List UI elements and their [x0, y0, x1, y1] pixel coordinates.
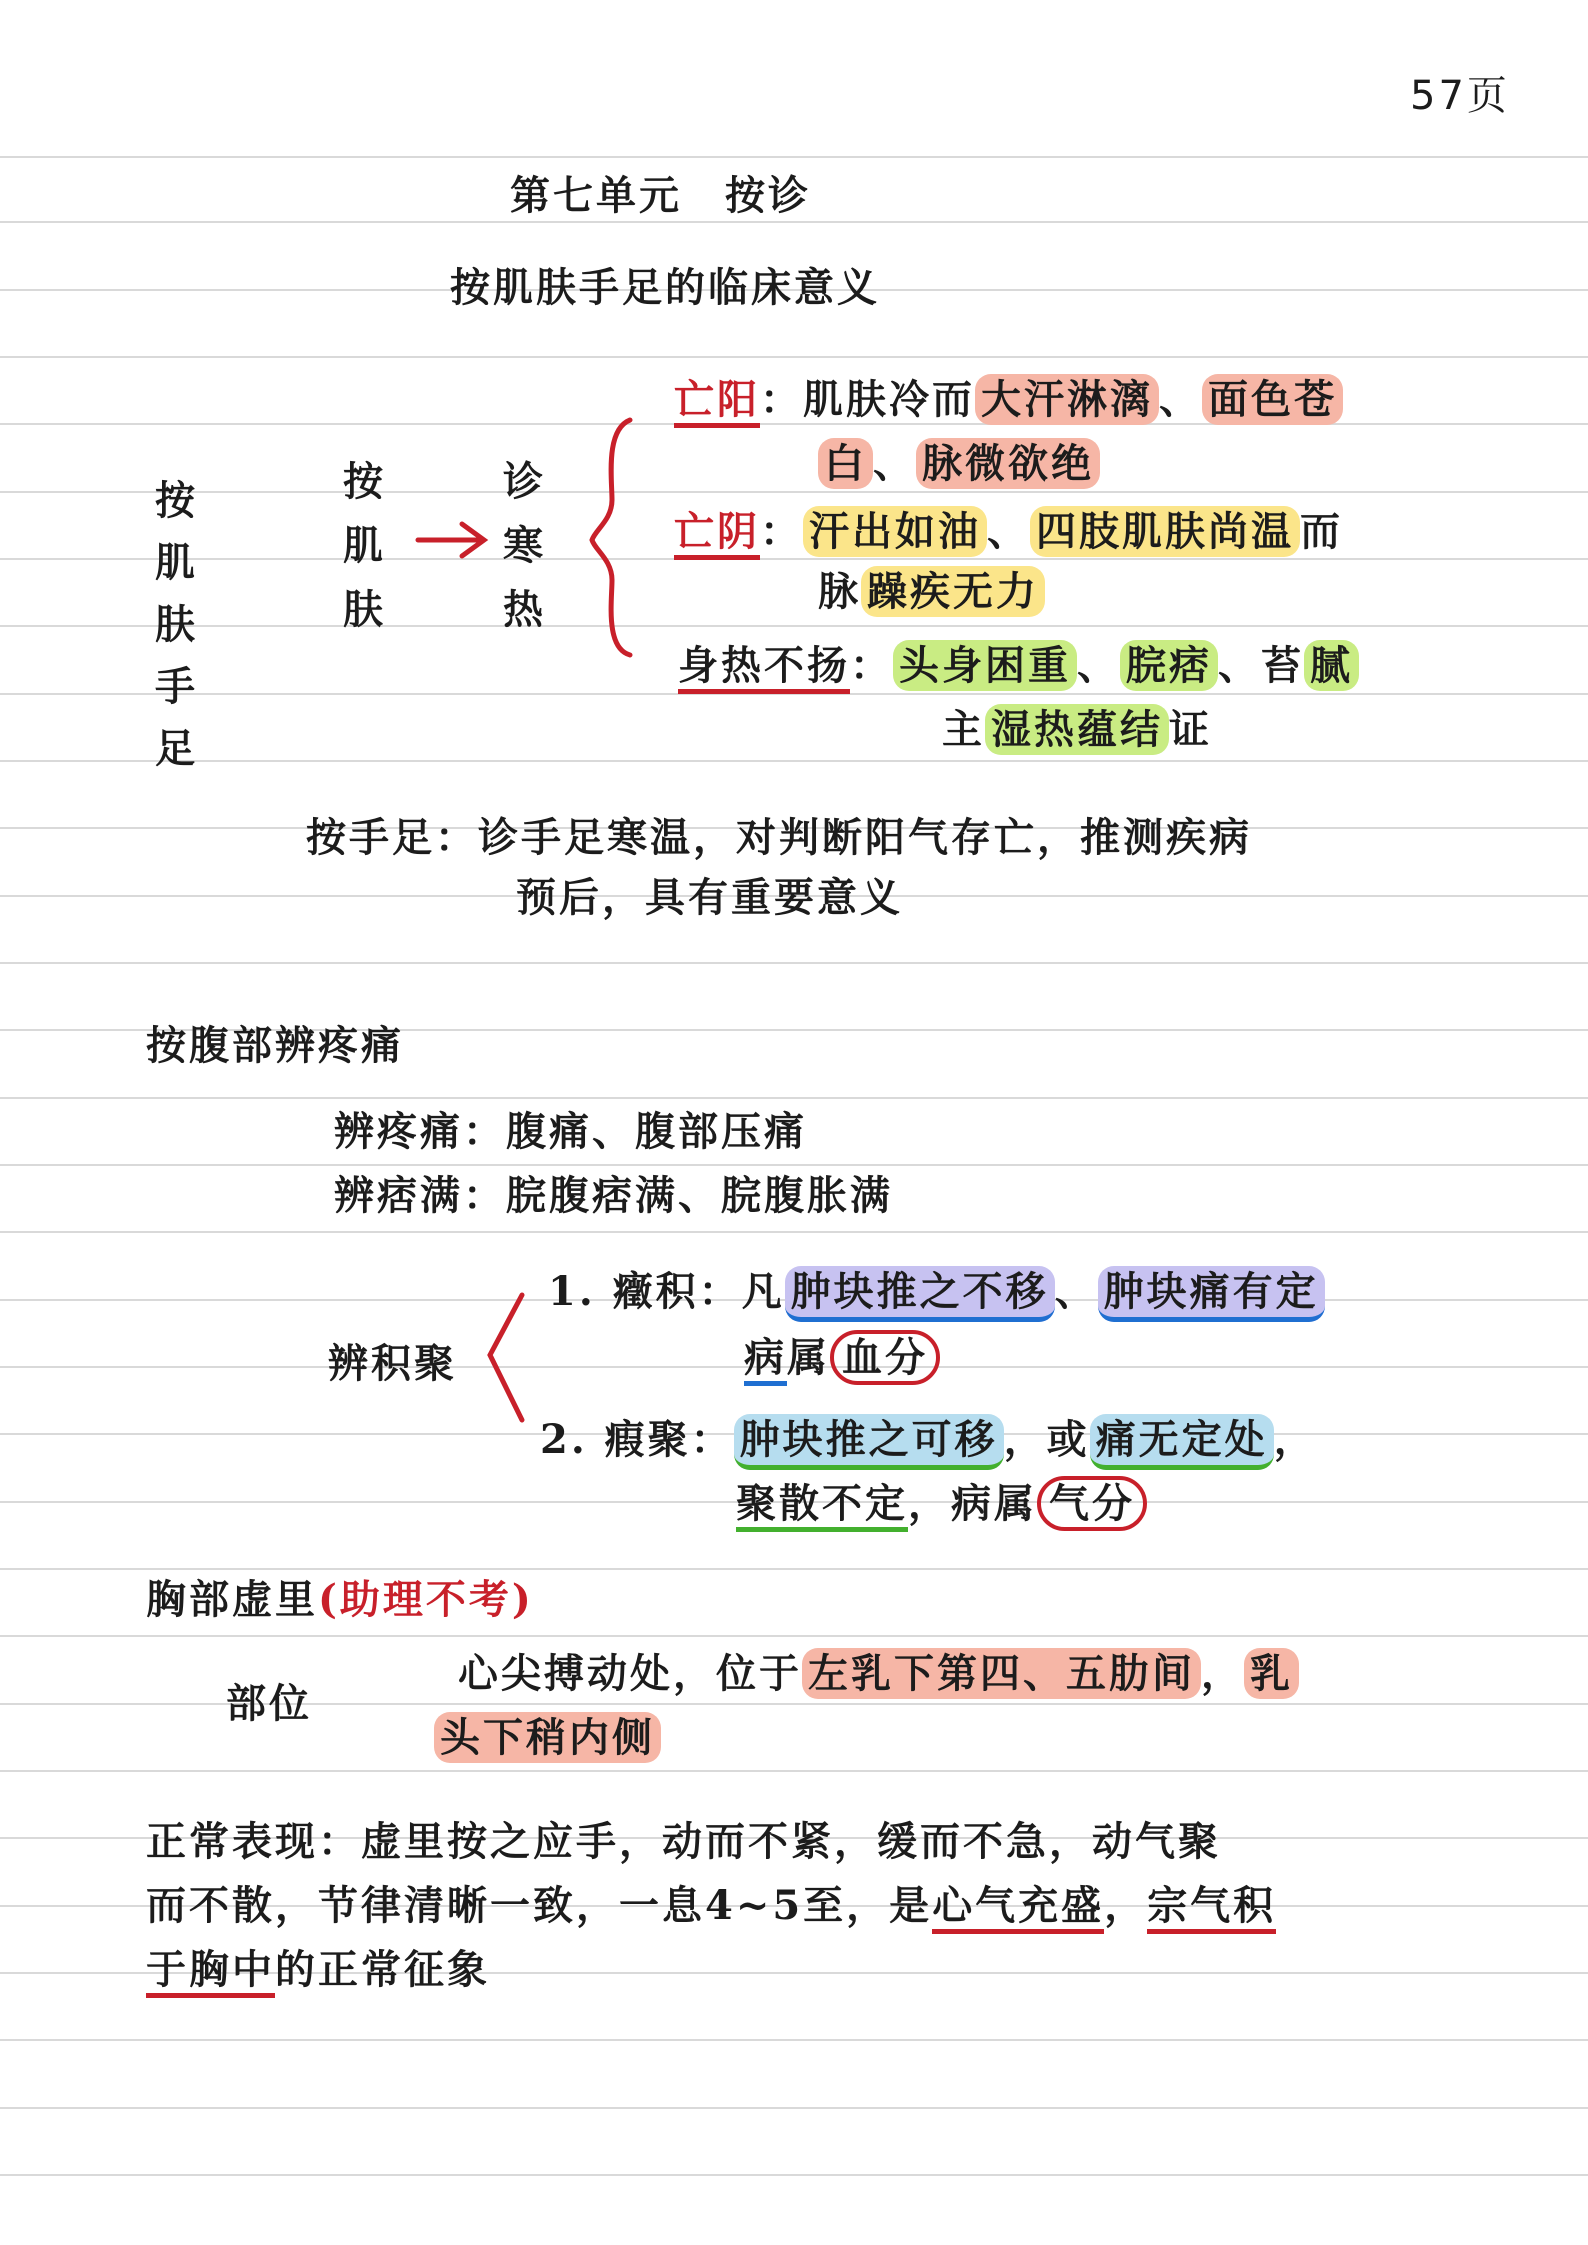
text: 的正常征象 — [275, 1946, 490, 1993]
ji-line1 — [548, 1266, 1325, 1318]
sep: 、 — [1054, 1268, 1098, 1315]
root-char: 足 — [155, 725, 198, 772]
text: 证 — [1169, 706, 1212, 753]
highlight: 脉微欲绝 — [916, 438, 1100, 489]
brace-icon — [592, 420, 630, 655]
jiju-label: 辨积聚 — [328, 1340, 457, 1387]
highlight: 肿块推之可移 — [734, 1414, 1004, 1470]
text: 凡 — [741, 1268, 785, 1315]
text: 主 — [942, 706, 985, 753]
sep: ， — [1201, 1650, 1244, 1697]
sub-char: 肌 — [343, 522, 386, 569]
root-char: 肌 — [155, 539, 198, 586]
text: 肌肤冷而 — [803, 376, 975, 423]
highlight: 肿块推之不移 — [785, 1266, 1055, 1322]
underlined: 病 — [744, 1334, 787, 1386]
section3-title-text: 胸部虚里 — [146, 1576, 318, 1623]
highlight: 四肢肌肤尚温 — [1030, 506, 1300, 557]
highlight: 湿热蕴结 — [985, 704, 1169, 755]
highlight: 头下稍内侧 — [434, 1712, 661, 1763]
sep: 、 — [873, 440, 916, 487]
pi-line — [334, 1170, 893, 1222]
section3-title — [146, 1574, 534, 1626]
root-char: 肤 — [155, 601, 198, 648]
highlight: 左乳下第四、五肋间 — [802, 1648, 1201, 1699]
shouzu-line1 — [306, 812, 1252, 864]
wangyang-line2 — [818, 438, 1100, 490]
sep: ，或 — [1003, 1416, 1090, 1463]
wangyang-label: 亡阳 — [674, 376, 760, 428]
text: 虚里按之应手，动而不紧，缓而不急，动气聚 — [361, 1818, 1221, 1865]
sep: 、 — [1077, 642, 1120, 689]
ju-line2 — [736, 1478, 1147, 1530]
angle-bracket-icon — [490, 1295, 522, 1420]
text: 诊手足寒温，对判断阳气存亡，推测疾病 — [478, 814, 1252, 861]
normal-line2 — [146, 1880, 1276, 1932]
sub-char: 按 — [343, 458, 386, 505]
section1-title: 按肌肤手足的临床意义 — [450, 264, 880, 311]
pain-label: 辨疼痛： — [334, 1108, 506, 1155]
text: 腹痛、腹部压痛 — [506, 1108, 807, 1155]
colon: ： — [760, 376, 803, 423]
text: 苔 — [1261, 642, 1304, 689]
highlight: 头身困重 — [893, 640, 1077, 691]
colon: ： — [760, 508, 803, 555]
shenre-line1 — [678, 640, 1359, 692]
position-line1 — [458, 1648, 1299, 1700]
ji-line2 — [744, 1332, 940, 1384]
wangyin-label: 亡阴 — [674, 508, 760, 560]
sub-char: 肤 — [343, 586, 386, 633]
text: 属 — [787, 1334, 830, 1381]
diag-char: 寒 — [503, 522, 546, 569]
colon: ： — [850, 642, 893, 689]
wangyin-line2 — [818, 566, 1045, 618]
highlight: 脘痞 — [1120, 640, 1218, 691]
shenre-line2 — [942, 704, 1212, 756]
right-arrow-icon — [418, 524, 484, 556]
sep: 、 — [1218, 642, 1261, 689]
pi-label: 辨痞满： — [334, 1172, 506, 1219]
shenre-label: 身热不扬 — [678, 642, 850, 694]
underlined: 心气充盛 — [932, 1882, 1104, 1934]
pain-line — [334, 1106, 807, 1158]
unit-title: 第七单元 按诊 — [510, 172, 811, 219]
sep: ， — [1104, 1882, 1148, 1929]
text: 心尖搏动处，位于 — [458, 1650, 802, 1697]
text: 而不散，节律清晰一致，一息4~5至，是 — [146, 1882, 933, 1929]
diag-char: 诊 — [503, 458, 546, 505]
highlight: 乳 — [1244, 1648, 1299, 1699]
highlight: 腻 — [1304, 640, 1359, 691]
highlight: 白 — [818, 438, 873, 489]
title-note: (助理不考) — [318, 1576, 534, 1623]
section2-title: 按腹部辨疼痛 — [146, 1022, 404, 1069]
wangyin-line1 — [674, 506, 1343, 558]
highlight: 面色苍 — [1202, 374, 1343, 425]
circled-term: 气分 — [1037, 1476, 1147, 1531]
underlined: 宗气积 — [1147, 1882, 1276, 1934]
normal-line1 — [146, 1816, 1221, 1868]
normal-label: 正常表现： — [146, 1818, 361, 1865]
ju-label: 2. 瘕聚： — [540, 1416, 734, 1463]
highlight: 汗出如油 — [803, 506, 987, 557]
shouzu-line2: 预后，具有重要意义 — [516, 874, 903, 921]
underlined: 聚散不定 — [736, 1480, 908, 1532]
highlight: 躁疾无力 — [861, 566, 1045, 617]
diag-char: 热 — [503, 586, 546, 633]
wangyang-line1 — [674, 374, 1343, 426]
highlight: 痛无定处 — [1090, 1414, 1274, 1470]
underlined: 于胸中 — [146, 1946, 275, 1998]
highlight: 大汗淋漓 — [975, 374, 1159, 425]
root-char: 按 — [155, 477, 198, 524]
sep: 、 — [987, 508, 1030, 555]
sep: 、 — [1159, 376, 1202, 423]
sep: ， — [1273, 1416, 1317, 1463]
ji-label: 1. 癥积： — [548, 1268, 742, 1315]
text: 脉 — [818, 568, 861, 615]
circled-term: 血分 — [830, 1330, 940, 1385]
position-label: 部位 — [226, 1680, 312, 1727]
ju-line1 — [540, 1414, 1317, 1466]
normal-line3 — [146, 1944, 490, 1996]
position-line2 — [434, 1712, 661, 1764]
shouzu-label: 按手足： — [306, 814, 478, 861]
page-number: 57页 — [1410, 73, 1510, 119]
text: 脘腹痞满、脘腹胀满 — [506, 1172, 893, 1219]
text: ，病属 — [908, 1480, 1037, 1527]
highlight: 肿块痛有定 — [1098, 1266, 1325, 1322]
text: 而 — [1300, 508, 1343, 555]
root-char: 手 — [155, 663, 198, 710]
